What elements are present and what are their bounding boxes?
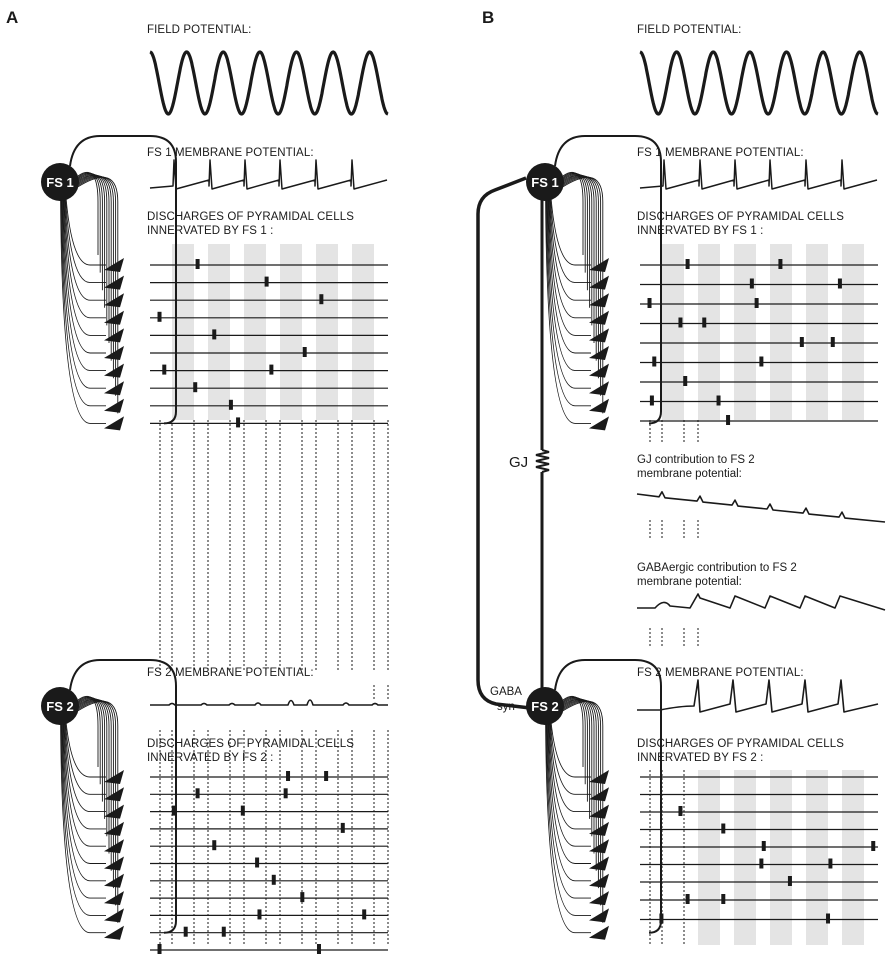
panel-a-letter: A: [6, 8, 19, 27]
panel-b-fs1-label: FS 1: [531, 175, 559, 190]
panel-b-fs1-neuron: [526, 163, 564, 201]
spike-tick: [686, 894, 690, 904]
spike-tick: [702, 318, 706, 328]
inhibitory-output-line: [548, 198, 591, 353]
panel-b-gaba-label-1: GABA: [490, 686, 522, 698]
spike-tick: [778, 259, 782, 269]
pyramidal-cell-icon: [104, 328, 124, 342]
panel-a-fs1-membrane-trace: [150, 160, 387, 189]
panel-b-fs2-label: FS 2: [531, 699, 559, 714]
panel-a-fs2-neuron: [41, 687, 79, 725]
pyramidal-cell-icon: [104, 416, 124, 430]
pyramidal-cell-icon: [104, 364, 124, 378]
spike-tick: [269, 365, 273, 375]
panel-a-discharges-fs1-label-2: INNERVATED BY FS 1 :: [147, 225, 274, 237]
pyramidal-cell-icon: [589, 399, 609, 413]
panel-a-field-potential-label: FIELD POTENTIAL:: [147, 24, 252, 36]
panel-b-fs2-membrane-label: FS 2 MEMBRANE POTENTIAL:: [637, 667, 804, 679]
spike-tick: [317, 944, 321, 954]
excitatory-input-line: [78, 700, 111, 871]
spike-tick: [300, 892, 304, 902]
excitatory-input-line: [78, 176, 113, 378]
inhibitory-output-line: [62, 722, 106, 881]
excitatory-input-line: [563, 701, 601, 906]
spike-tick: [652, 357, 656, 367]
panel-a-fs1-raster: [150, 244, 388, 427]
panel-a-discharges-fs2-label-2: INNERVATED BY FS 2 :: [147, 752, 274, 764]
excitatory-input-line: [78, 174, 102, 291]
panel-a-fs2-label: FS 2: [46, 699, 74, 714]
panel-b-gj-contribution-label-1: GJ contribution to FS 2: [637, 454, 755, 466]
pyramidal-cell-icon: [589, 926, 609, 940]
field-potential-wave: [150, 52, 388, 114]
field-potential-wave: [640, 52, 878, 114]
spike-tick: [158, 312, 162, 322]
panel-b-gaba-label-2: syn: [497, 701, 515, 713]
spike-tick: [788, 876, 792, 886]
oscillation-cycle-band: [734, 770, 756, 945]
oscillation-cycle-band: [842, 770, 864, 945]
spike-tick: [303, 347, 307, 357]
panel-b-fs2-neuron: [526, 687, 564, 725]
spike-tick: [759, 357, 763, 367]
gj-contribution-trace-line: [637, 492, 885, 522]
spike-tick: [871, 841, 875, 851]
panel-b-gj-contribution-label-2: membrane potential:: [637, 468, 742, 480]
spike-tick: [286, 771, 290, 781]
gaba-synapse-path: [478, 178, 530, 708]
spike-tick: [683, 376, 687, 386]
spike-tick: [650, 396, 654, 406]
panel-b-discharges-fs1-label-2: INNERVATED BY FS 1 :: [637, 225, 764, 237]
oscillation-cycle-band: [662, 244, 684, 420]
oscillation-cycle-band: [208, 244, 230, 420]
spike-tick: [212, 329, 216, 339]
spike-tick: [826, 914, 830, 924]
spike-tick: [257, 909, 261, 919]
panel-a-discharges-fs1-label-1: DISCHARGES OF PYRAMIDAL CELLS: [147, 211, 354, 223]
spike-tick: [324, 771, 328, 781]
pyramidal-cell-icon: [589, 328, 609, 342]
panel-b-fs1-membrane-label: FS 1 MEMBRANE POTENTIAL:: [637, 147, 804, 159]
spike-tick: [678, 318, 682, 328]
spike-tick: [284, 788, 288, 798]
oscillation-cycle-band: [770, 244, 792, 420]
panel-b-fs2-membrane-trace: [637, 680, 878, 712]
pyramidal-cell-icon: [589, 416, 609, 430]
panel-b-gaba-contribution-trace: [637, 594, 885, 610]
panel-b-fs1-raster: [640, 244, 878, 425]
excitatory-input-line: [563, 174, 587, 291]
gaba-contribution-trace-line: [637, 594, 885, 610]
pyramidal-cell-icon: [589, 908, 609, 922]
spike-tick: [184, 927, 188, 937]
oscillation-cycle-band: [280, 244, 302, 420]
spike-tick: [831, 337, 835, 347]
panel-b-discharges-fs2-label-2: INNERVATED BY FS 2 :: [637, 752, 764, 764]
spike-tick: [678, 806, 682, 816]
inhibitory-output-line: [64, 198, 106, 335]
inhibitory-output-line: [547, 722, 591, 881]
panel-a-discharges-fs2-label-1: DISCHARGES OF PYRAMIDAL CELLS: [147, 738, 354, 750]
pyramidal-cell-icon: [104, 857, 124, 871]
membrane-spike-train: [150, 160, 387, 189]
panel-b-fs1-membrane-trace: [640, 160, 877, 189]
spike-tick: [828, 859, 832, 869]
spike-tick: [196, 259, 200, 269]
excitatory-input-line: [78, 701, 116, 906]
spike-tick: [838, 279, 842, 289]
pyramidal-cell-icon: [104, 874, 124, 888]
panel-b-gaba-contribution-label-1: GABAergic contribution to FS 2: [637, 562, 797, 574]
panel-b-discharges-fs1-label-1: DISCHARGES OF PYRAMIDAL CELLS: [637, 211, 844, 223]
spike-tick: [265, 277, 269, 287]
excitatory-input-line: [563, 698, 587, 802]
pyramidal-cell-icon: [589, 874, 609, 888]
spike-tick: [717, 396, 721, 406]
oscillation-cycle-band: [842, 244, 864, 420]
spike-tick: [800, 337, 804, 347]
oscillation-cycle-band: [698, 770, 720, 945]
inhibitory-output-line: [63, 198, 106, 353]
pyramidal-cell-icon: [589, 857, 609, 871]
spike-tick: [721, 824, 725, 834]
gap-junction-zigzag-icon: [536, 450, 549, 472]
pyramidal-cell-icon: [104, 346, 124, 360]
pyramidal-cell-icon: [104, 908, 124, 922]
spike-tick: [162, 365, 166, 375]
spike-tick: [721, 894, 725, 904]
oscillation-cycle-band: [244, 244, 266, 420]
oscillation-cycle-band: [806, 244, 828, 420]
pyramidal-cell-icon: [589, 346, 609, 360]
excitatory-input-line: [78, 176, 111, 361]
spike-tick: [212, 840, 216, 850]
oscillation-cycle-band: [698, 244, 720, 420]
oscillation-cycle-band: [352, 244, 374, 420]
pyramidal-cell-icon: [104, 891, 124, 905]
panel-b-letter: B: [482, 8, 495, 27]
oscillation-cycle-band: [316, 244, 338, 420]
panel-a-field-potential-trace: [150, 52, 388, 114]
pyramidal-cell-icon: [104, 839, 124, 853]
membrane-trace: [150, 700, 388, 705]
panel-a-fs1-neuron: [41, 163, 79, 201]
spike-tick: [158, 944, 162, 954]
fs2-membrane-trace-line: [637, 680, 878, 712]
spike-tick: [686, 259, 690, 269]
spike-tick: [726, 415, 730, 425]
spike-tick: [255, 858, 259, 868]
panel-b-gaba-contribution-label-2: membrane potential:: [637, 576, 742, 588]
spike-tick: [319, 294, 323, 304]
inhibitory-output-line: [549, 198, 591, 335]
membrane-spike-train: [640, 160, 877, 189]
panel-a-fs2-membrane-label: FS 2 MEMBRANE POTENTIAL:: [147, 667, 314, 679]
panel-a-fs2-membrane-trace: [150, 700, 388, 705]
pyramidal-cell-icon: [104, 399, 124, 413]
panel-b-gj-label: GJ: [509, 454, 529, 471]
spike-tick: [759, 859, 763, 869]
pyramidal-cell-icon: [104, 381, 124, 395]
spike-tick: [193, 382, 197, 392]
excitatory-input-line: [563, 176, 598, 378]
panel-b-fs2-raster: [640, 770, 878, 945]
panel-b-field-potential-trace: [640, 52, 878, 114]
spike-tick: [362, 909, 366, 919]
spike-tick: [241, 806, 245, 816]
pyramidal-cell-icon: [589, 839, 609, 853]
spike-tick: [196, 788, 200, 798]
excitatory-input-line: [78, 698, 102, 802]
spike-tick: [755, 298, 759, 308]
pyramidal-cell-icon: [589, 364, 609, 378]
spike-tick: [229, 400, 233, 410]
spike-tick: [750, 279, 754, 289]
spike-tick: [222, 927, 226, 937]
panel-a: [6, 8, 388, 954]
panel-b: [478, 8, 885, 945]
oscillation-cycle-band: [806, 770, 828, 945]
panel-b-discharges-fs2-label-1: DISCHARGES OF PYRAMIDAL CELLS: [637, 738, 844, 750]
pyramidal-cell-icon: [589, 381, 609, 395]
panel-b-field-potential-label: FIELD POTENTIAL:: [637, 24, 742, 36]
spike-tick: [272, 875, 276, 885]
oscillation-cycle-band: [770, 770, 792, 945]
panel-b-gj-contribution-trace: [637, 492, 885, 522]
spike-tick: [762, 841, 766, 851]
spike-tick: [341, 823, 345, 833]
panel-a-fs1-label: FS 1: [46, 175, 74, 190]
pyramidal-cell-icon: [589, 891, 609, 905]
panel-a-dotted-guides: [160, 420, 388, 945]
spike-tick: [236, 417, 240, 427]
spike-tick: [648, 298, 652, 308]
panel-a-fs1-membrane-label: FS 1 MEMBRANE POTENTIAL:: [147, 147, 314, 159]
pyramidal-cell-icon: [104, 926, 124, 940]
excitatory-input-line: [563, 700, 596, 871]
oscillation-cycle-band: [734, 244, 756, 420]
excitatory-input-line: [563, 176, 596, 361]
